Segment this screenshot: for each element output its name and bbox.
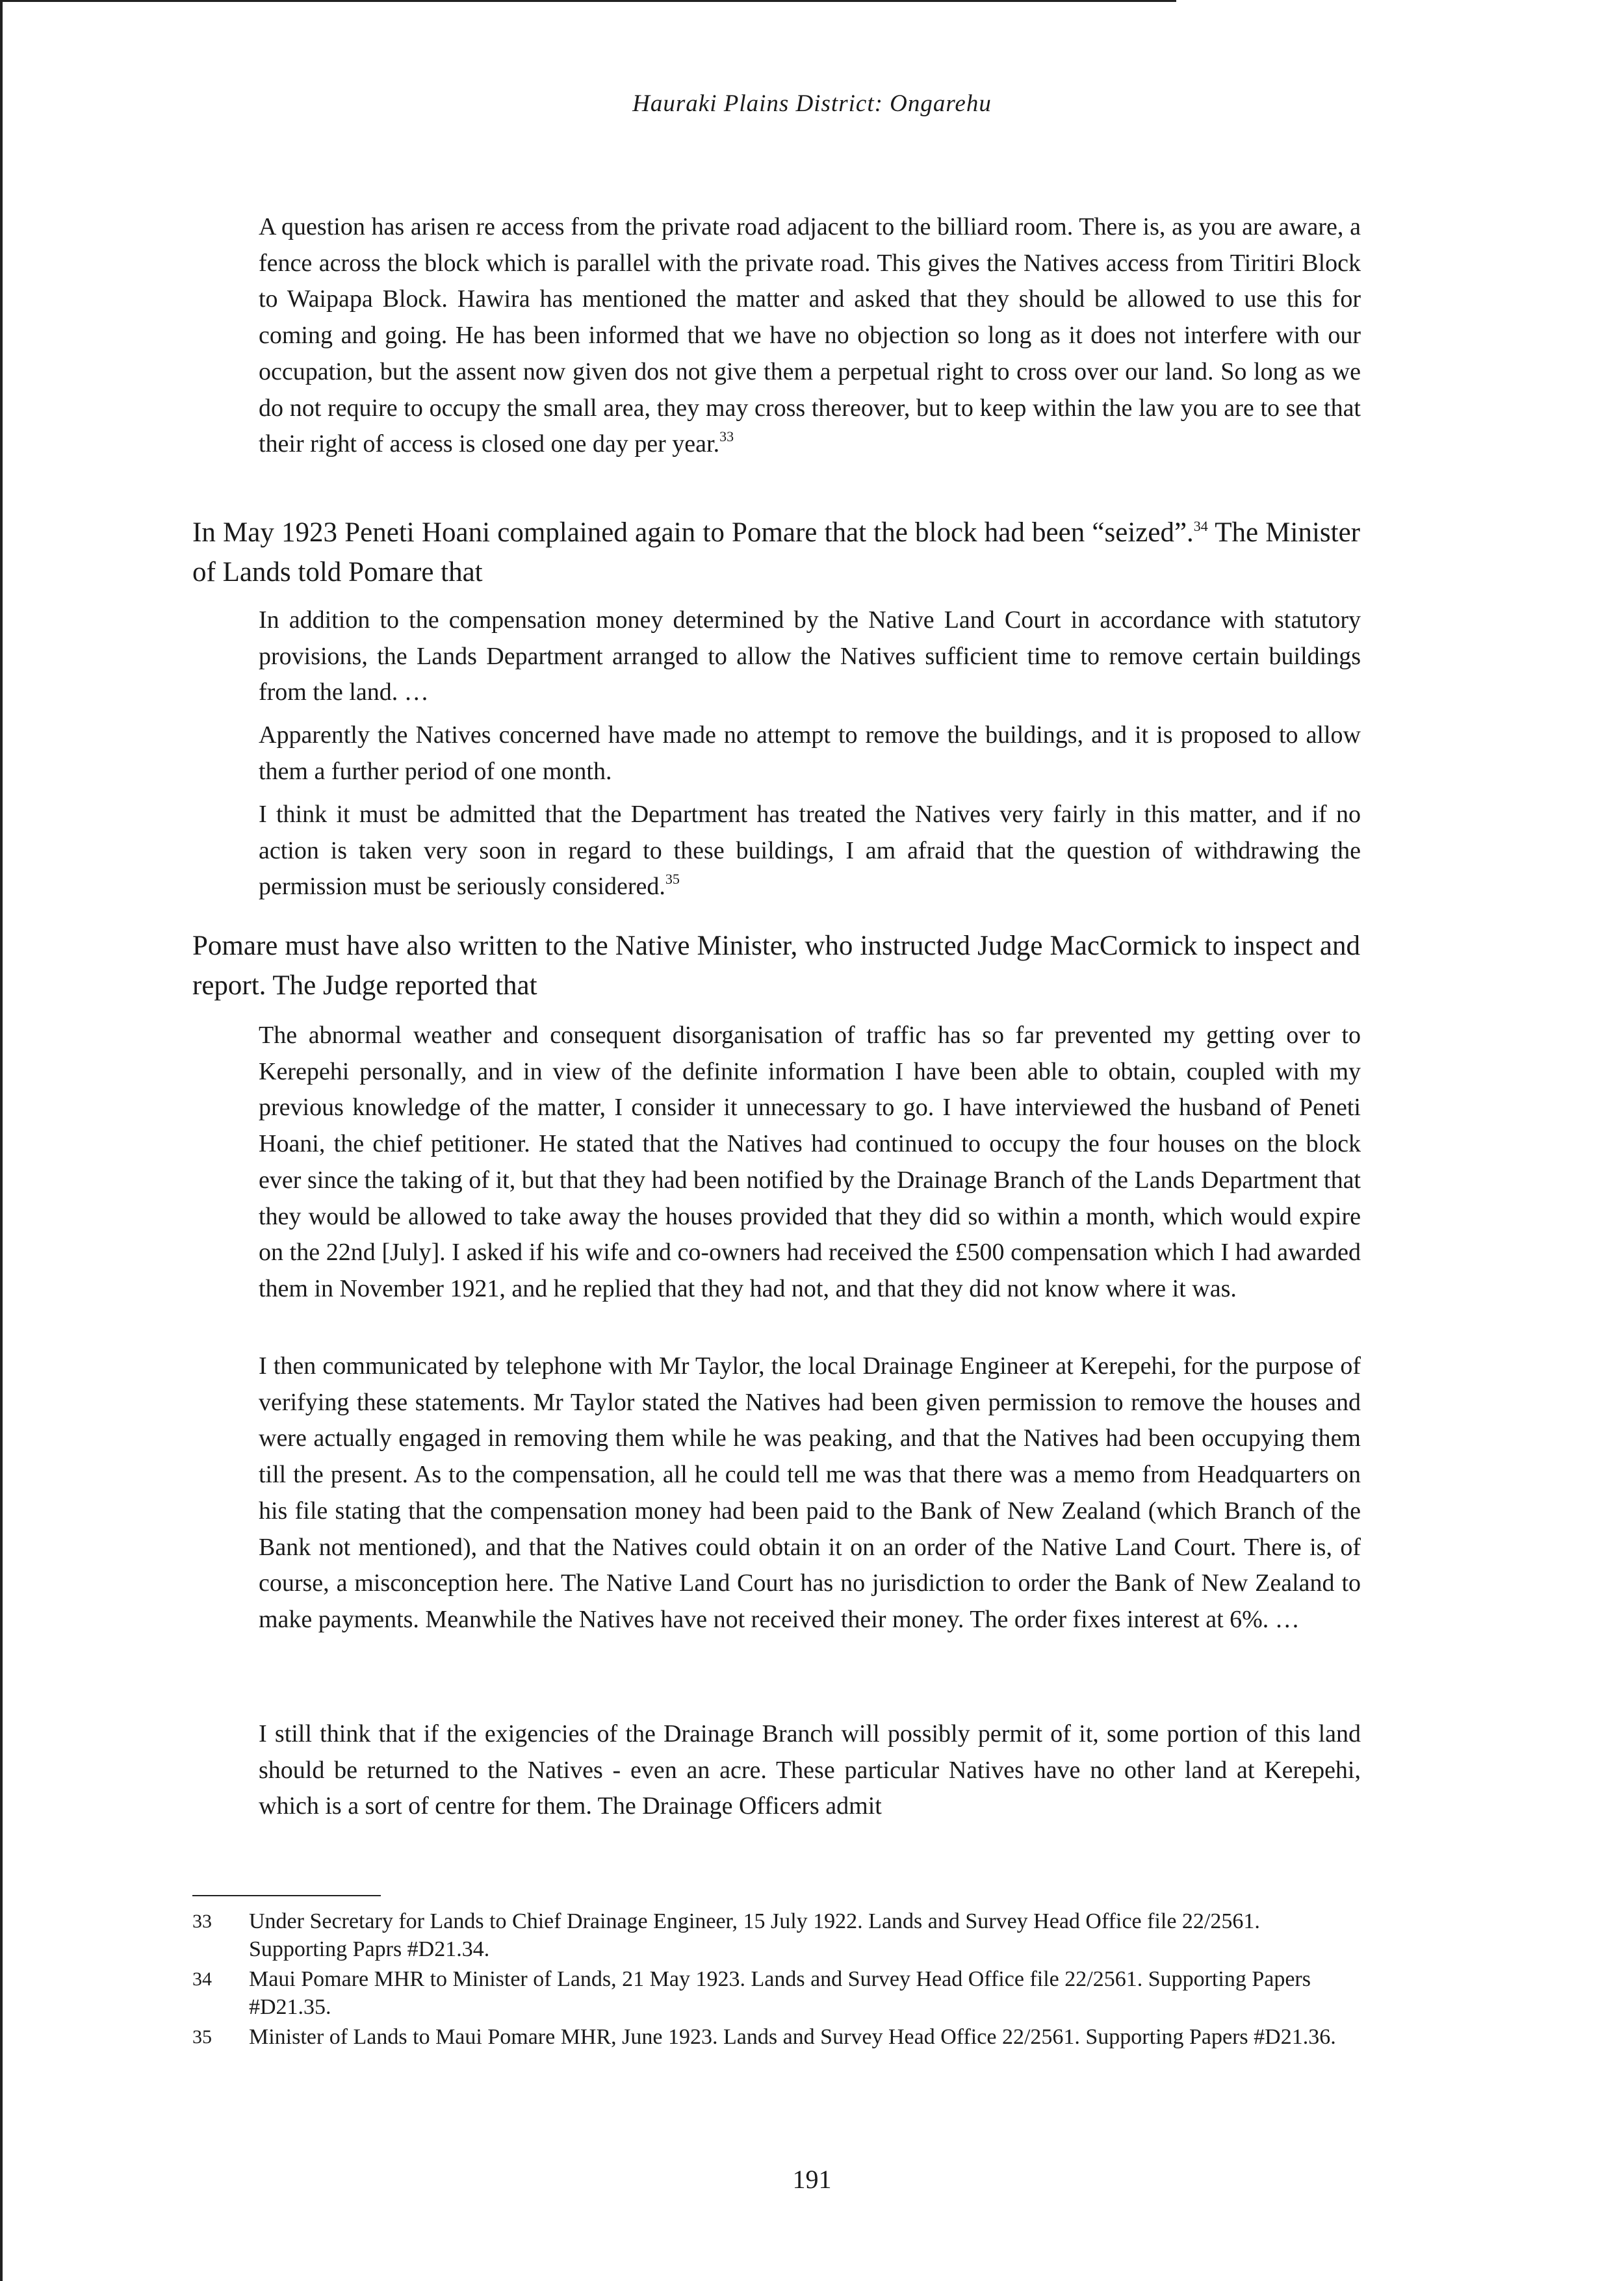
page-number: 191 (792, 2165, 832, 2194)
footnote-ref[interactable]: 35 (665, 871, 680, 888)
footnote-text: Minister of Lands to Maui Pomare MHR, June 1923. Lands and Survey Head Office 22/2561. Supporting Papers #D21.36. (249, 2025, 1336, 2049)
body-paragraph-1 (192, 513, 1360, 592)
quote-text: I think it must be admitted that the Department has treated the Natives very fairly in this matter, and if no action is taken very soon in regard to these buildings, I am afraid that the question of withdrawing the permission must be seriously considered. (259, 801, 1361, 901)
quote-text: A question has arisen re access from the private road adjacent to the billiard room. There is, as you are aware, a fence across the block which is parallel with the private road. This gives the Natives access from Tiritiri Block to Waipapa Block. Hawira has mentioned the matter and asked that they should be allowed to use this for coming and going. He has been informed that we have no objection so long as it does not interfere with our occupation, but the assent now given dos not give them a perpetual right to cross over our land. So long as we do not require to occupy the small area, they may cross thereover, but to keep within the law you are to see that their right of access is closed one day per year. (259, 213, 1361, 458)
footnote-number: 33 (192, 1911, 212, 1932)
block-quote-7 (259, 1716, 1361, 1825)
body-paragraph-2 (192, 926, 1360, 1005)
footnote-34 (192, 1965, 1360, 2021)
top-border-rule (0, 0, 1176, 2)
footnote-33 (192, 1907, 1360, 1963)
quote-text: I still think that if the exigencies of the Drainage Branch will possibly permit of it, some portion of this land should be returned to the Natives - even an acre. These particular Natives have no other land at Kerepehi, which is a sort of centre for them. The Drainage Officers admit (259, 1720, 1361, 1820)
footnote-text: Maui Pomare MHR to Minister of Lands, 21 May 1923. Lands and Survey Head Office file 22/2561. Supporting Papers #D21.35. (249, 1967, 1311, 2019)
footnote-number: 35 (192, 2026, 212, 2048)
block-quote-5 (259, 1018, 1361, 1308)
quote-text: Apparently the Natives concerned have made no attempt to remove the buildings, and it is proposed to allow them a further period of one month. (259, 721, 1361, 785)
block-quote-3 (259, 717, 1361, 790)
block-quote-4 (259, 797, 1361, 905)
footnote-ref[interactable]: 33 (719, 428, 734, 445)
block-quote-1 (259, 209, 1361, 463)
running-head: Hauraki Plains District: Ongarehu (632, 90, 992, 117)
paragraph-text: In May 1923 Peneti Hoani complained again to Pomare that the block had been “seized”. (192, 517, 1194, 548)
left-border-rule (0, 0, 3, 2281)
quote-text: In addition to the compensation money determined by the Native Land Court in accordance with statutory provisions, the Lands Department arranged to allow the Natives sufficient time to remove certain buildings from the land. … (259, 606, 1361, 706)
footnote-35 (192, 2023, 1360, 2051)
footnote-text: Under Secretary for Lands to Chief Drainage Engineer, 15 July 1922. Lands and Survey Head Office file 22/2561. Supporting Paprs #D21.34. (249, 1909, 1260, 1961)
block-quote-2 (259, 602, 1361, 711)
block-quote-6 (259, 1348, 1361, 1638)
paragraph-text-tail: The Minister of Lands told Pomare that (192, 517, 1361, 587)
footnote-separator (192, 1895, 381, 1896)
footnote-ref[interactable]: 34 (1193, 518, 1208, 534)
quote-text: The abnormal weather and consequent disorganisation of traffic has so far prevented my getting over to Kerepehi personally, and in view of the definite information I have been able to obtain, coupled with my previous knowledge of the matter, I consider it unnecessary to go. I have interviewed the husband of Peneti Hoani, the chief petitioner. He stated that the Natives had continued to occupy the four houses on the block ever since the taking of it, but that they had been notified by the Drainage Branch of the Lands Department that they would be allowed to take away the houses provided that they did so within a month, which would expire on the 22nd [July]. I asked if his wife and co-owners had received the £500 compensation which I had awarded them in November 1921, and he replied that they had not, and that they did not know where it was. (259, 1022, 1361, 1302)
footnotes (192, 1907, 1360, 2053)
footnote-number: 34 (192, 1968, 212, 1990)
paragraph-text: Pomare must have also written to the Native Minister, who instructed Judge MacCormick to inspect and report. The Judge reported that (192, 931, 1360, 1001)
quote-text: I then communicated by telephone with Mr Taylor, the local Drainage Engineer at Kerepehi, for the purpose of verifying these statements. Mr Taylor stated the Natives had been given permission to remove the houses and were actually engaged in removing them while he was peaking, and that the Natives had been occupying them till the present. As to the compensation, all he could tell me was that there was a memo from Headquarters on his file stating that the compensation money had been paid to the Bank of New Zealand (which Branch of the Bank not mentioned), and that the Natives could obtain it on an order of the Native Land Court. There is, of course, a misconception here. The Native Land Court has no jurisdiction to order the Bank of New Zealand to make payments. Meanwhile the Natives have not received their money. The order fixes interest at 6%. … (259, 1352, 1361, 1633)
